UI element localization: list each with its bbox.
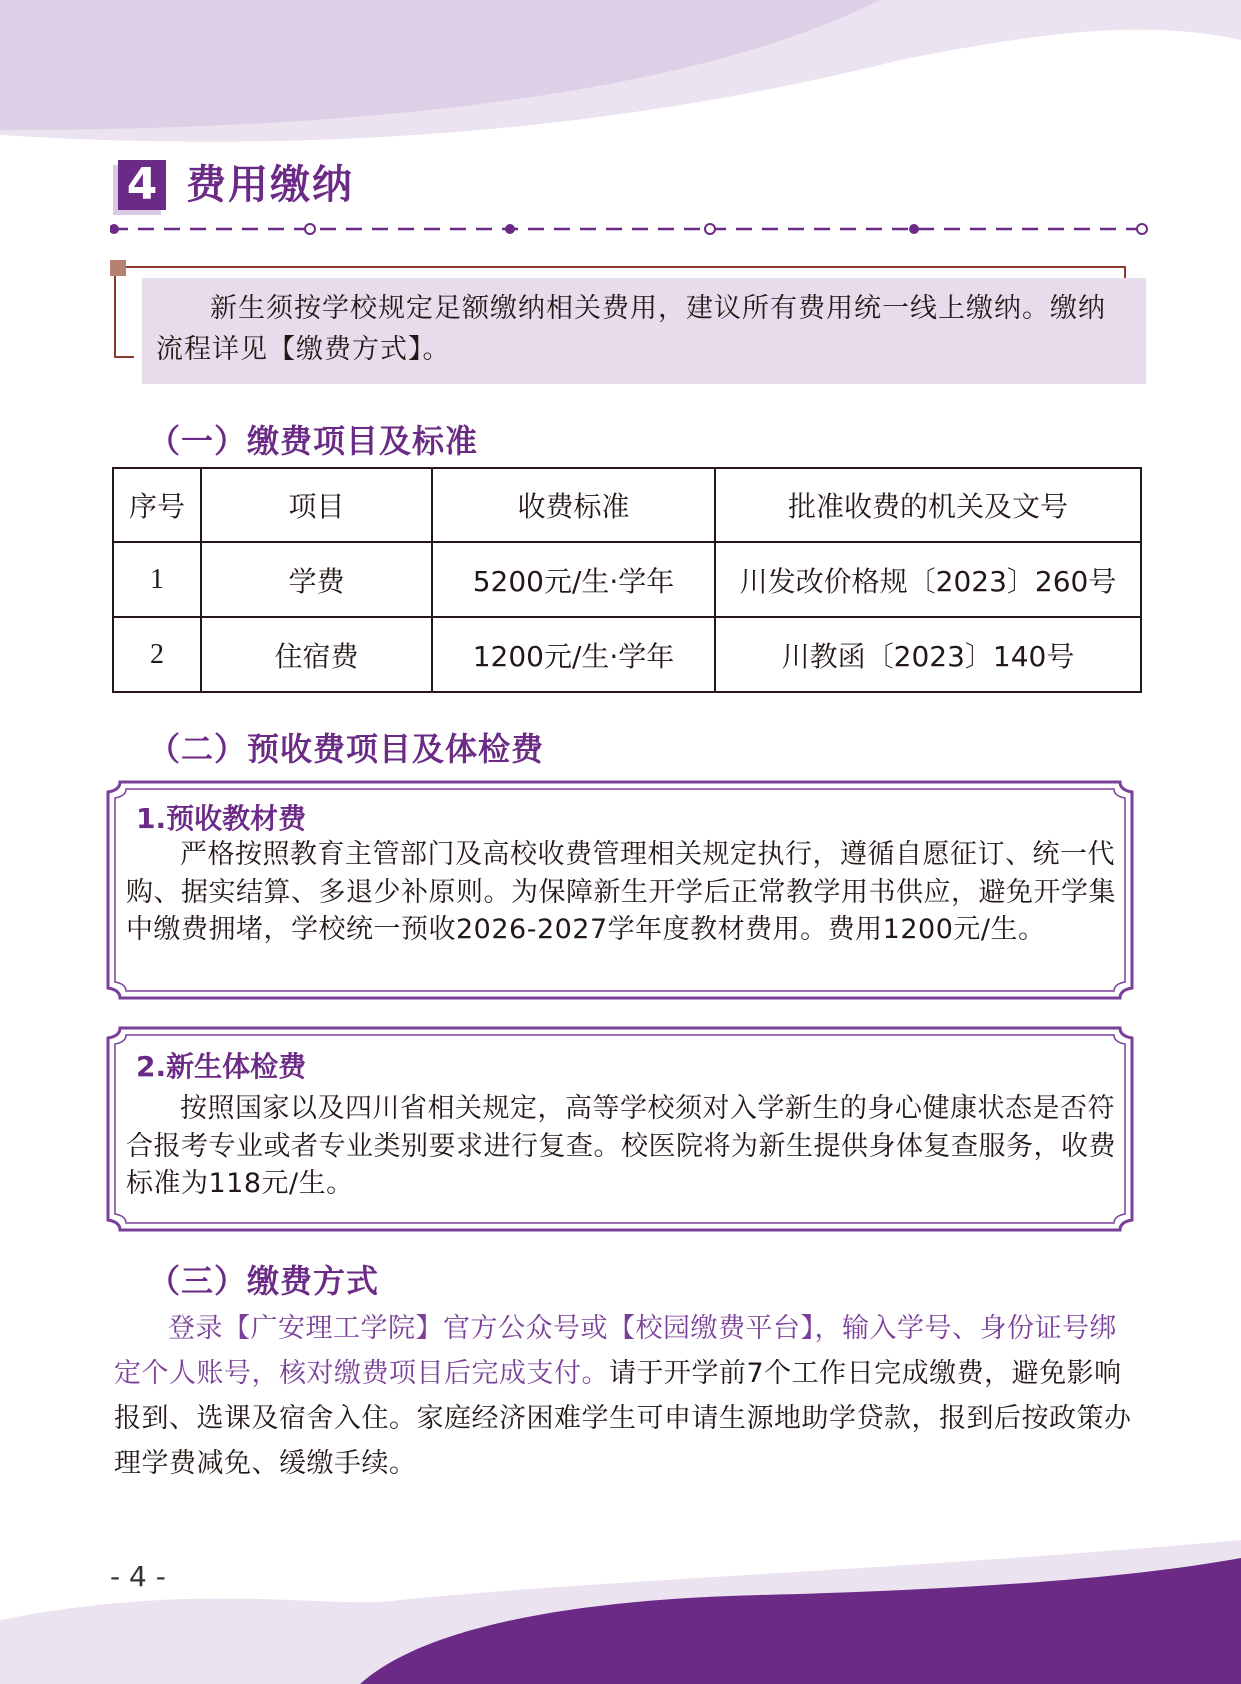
intro-box [142,278,1146,384]
box2-text: 按照国家以及四川省相关规定，高等学校须对入学新生的身心健康状态是否符合报考专业或者专业类别要求进行复查。校医院将为新生提供身体复查服务，收费标准为118元/生。 [126,1093,1116,1199]
cell-standard: 1200元/生·学年 [432,617,715,692]
heading-prepaid-items: （二）预收费项目及体检费 [148,730,545,768]
cell-item: 住宿费 [201,617,432,692]
payment-rest: 请于开学前7个工作日完成缴费，避免影响报到、选课及宿舍入住。家庭经济困难学生可申请生源地助学贷款，报到后按政策办理学费减免、缓缴手续。 [114,1358,1132,1479]
col-header-item: 项目 [201,468,432,542]
payment-text [114,1306,1134,1486]
col-header-standard: 收费标准 [432,468,715,542]
intro-corner-square [110,260,126,276]
fee-table [112,467,1142,693]
table-header-row [113,468,1141,542]
payment-highlight: 登录【广安理工学院】官方公众号或【校园缴费平台】，输入学号、身份证号绑定个人账号，核对缴费项目后完成支付。 [114,1313,1117,1389]
box2-title: 2.新生体检费 [136,1050,307,1083]
dotted-divider [110,222,1150,236]
box1-text: 严格按照教育主管部门及高校收费管理相关规定执行，遵循自愿征订、统一代购、据实结算、多退少补原则。为保障新生开学后正常教学用书供应，避免开学集中缴费拥堵，学校统一预收2026-2027学年度教材费用。费用1200元/生。 [126,839,1116,945]
heading-fee-items: （一）缴费项目及标准 [148,422,479,460]
cell-approval: 川发改价格规〔2023〕260号 [715,542,1141,617]
section-title: 费用缴纳 [186,162,354,208]
top-wave-decoration [0,0,1241,160]
cell-no: 1 [113,542,201,617]
bottom-wave-decoration [0,1540,1241,1684]
cell-standard: 5200元/生·学年 [432,542,715,617]
page-number: - 4 - [110,1560,166,1593]
cell-item: 学费 [201,542,432,617]
table-row [113,542,1141,617]
box1-title: 1.预收教材费 [136,802,307,835]
cell-no: 2 [113,617,201,692]
col-header-no: 序号 [113,468,201,542]
intro-text: 新生须按学校规定足额缴纳相关费用，建议所有费用统一线上缴纳。缴纳流程详见【缴费方式】。 [156,293,1106,365]
col-header-approval: 批准收费的机关及文号 [715,468,1141,542]
section-number: 4 [118,160,166,210]
heading-payment-method: （三）缴费方式 [148,1262,380,1300]
table-row [113,617,1141,692]
cell-approval: 川教函〔2023〕140号 [715,617,1141,692]
